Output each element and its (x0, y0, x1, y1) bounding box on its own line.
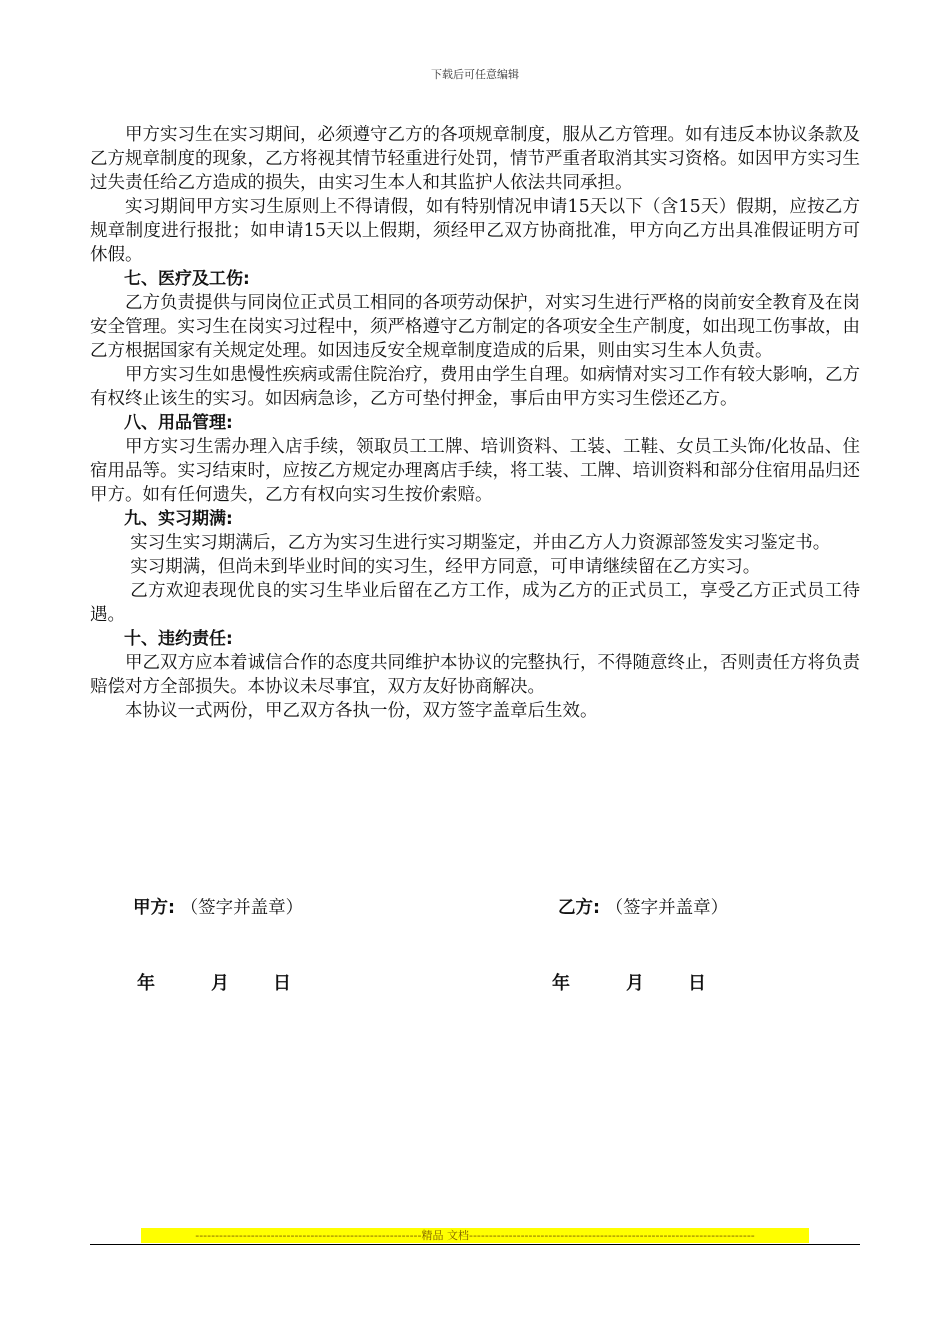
party-b-label: 乙方: (558, 898, 600, 918)
paragraph-breach: 甲乙双方应本着诚信合作的态度共同维护本协议的完整执行，不得随意终止，否则责任方将负责赔偿对方全部损失。本协议未尽事宜，双方友好协商解决。 (90, 653, 860, 697)
header-note: 下载后可任意编辑 (431, 68, 519, 81)
paragraph-copies: 本协议一式两份，甲乙双方各执一份，双方签字盖章后生效。 (125, 701, 598, 721)
date-day-a: 日 (273, 973, 291, 994)
paragraph-safety: 乙方负责提供与同岗位正式员工相同的各项劳动保护，对实习生进行严格的岗前安全教育及在岗安全管理。实习生在岗实习过程中，须严格遵守乙方制定的各项安全生产制度，如出现工伤事故，由乙方根据国家有关规定处理。如因违反安全规章制度造成的后果，则由实习生本人负责。 (90, 293, 860, 361)
date-year-a: 年 (137, 973, 155, 994)
party-b-note: （签字并盖章） (605, 898, 729, 918)
date-year-b: 年 (552, 973, 570, 994)
party-a-date (137, 969, 291, 995)
footer-divider (90, 1244, 860, 1245)
paragraph-appraisal: 实习生实习期满后，乙方为实习生进行实习期鉴定，并由乙方人力资源部签发实习鉴定书。 (130, 533, 831, 553)
signature-row (133, 894, 833, 922)
paragraph-employment: 乙方欢迎表现优良的实习生毕业后留在乙方工作，成为乙方的正式员工，享受乙方正式员工待遇。 (90, 581, 860, 625)
date-month-b: 月 (626, 973, 644, 994)
section-heading-completion: 九、实习期满: (124, 509, 233, 529)
date-month-a: 月 (211, 973, 229, 994)
paragraph-supplies: 甲方实习生需办理入店手续，领取员工工牌、培训资料、工装、工鞋、女员工头饰/化妆品、住宿用品等。实习结束时，应按乙方规定办理离店手续，将工装、工牌、培训资料和部分住宿用品归还甲方。如有任何遗失，乙方有权向实习生按价索赔。 (90, 437, 860, 505)
paragraph-continue: 实习期满，但尚未到毕业时间的实习生，经甲方同意，可申请继续留在乙方实习。 (130, 557, 761, 577)
section-heading-supplies: 八、用品管理: (124, 413, 233, 433)
party-b-signature (558, 894, 728, 919)
date-day-b: 日 (688, 973, 706, 994)
footer-watermark: ---------------------------------------------------------精品 文档------------------------------------------------------------------------ (141, 1228, 809, 1243)
party-b-date (552, 969, 706, 995)
section-heading-medical: 七、医疗及工伤: (124, 269, 250, 289)
paragraph-illness: 甲方实习生如患慢性疾病或需住院治疗，费用由学生自理。如病情对实习工作有较大影响，乙方有权终止该生的实习。如因病急诊，乙方可垫付押金，事后由甲方实习生偿还乙方。 (90, 365, 860, 409)
section-heading-breach: 十、违约责任: (124, 629, 233, 649)
document-body (90, 123, 860, 723)
party-a-note: （签字并盖章） (180, 898, 304, 918)
paragraph-discipline: 甲方实习生在实习期间，必须遵守乙方的各项规章制度，服从乙方管理。如有违反本协议条款及乙方规章制度的现象，乙方将视其情节轻重进行处罚，情节严重者取消其实习资格。如因甲方实习生过失责任给乙方造成的损失，由实习生本人和其监护人依法共同承担。 (90, 125, 860, 193)
party-a-signature (133, 894, 303, 919)
date-row (137, 969, 837, 997)
paragraph-leave: 实习期间甲方实习生原则上不得请假，如有特别情况申请15天以下（含15天）假期，应按乙方规章制度进行报批；如申请15天以上假期，须经甲乙双方协商批准，甲方向乙方出具准假证明方可休假。 (90, 197, 860, 265)
party-a-label: 甲方: (133, 898, 175, 918)
